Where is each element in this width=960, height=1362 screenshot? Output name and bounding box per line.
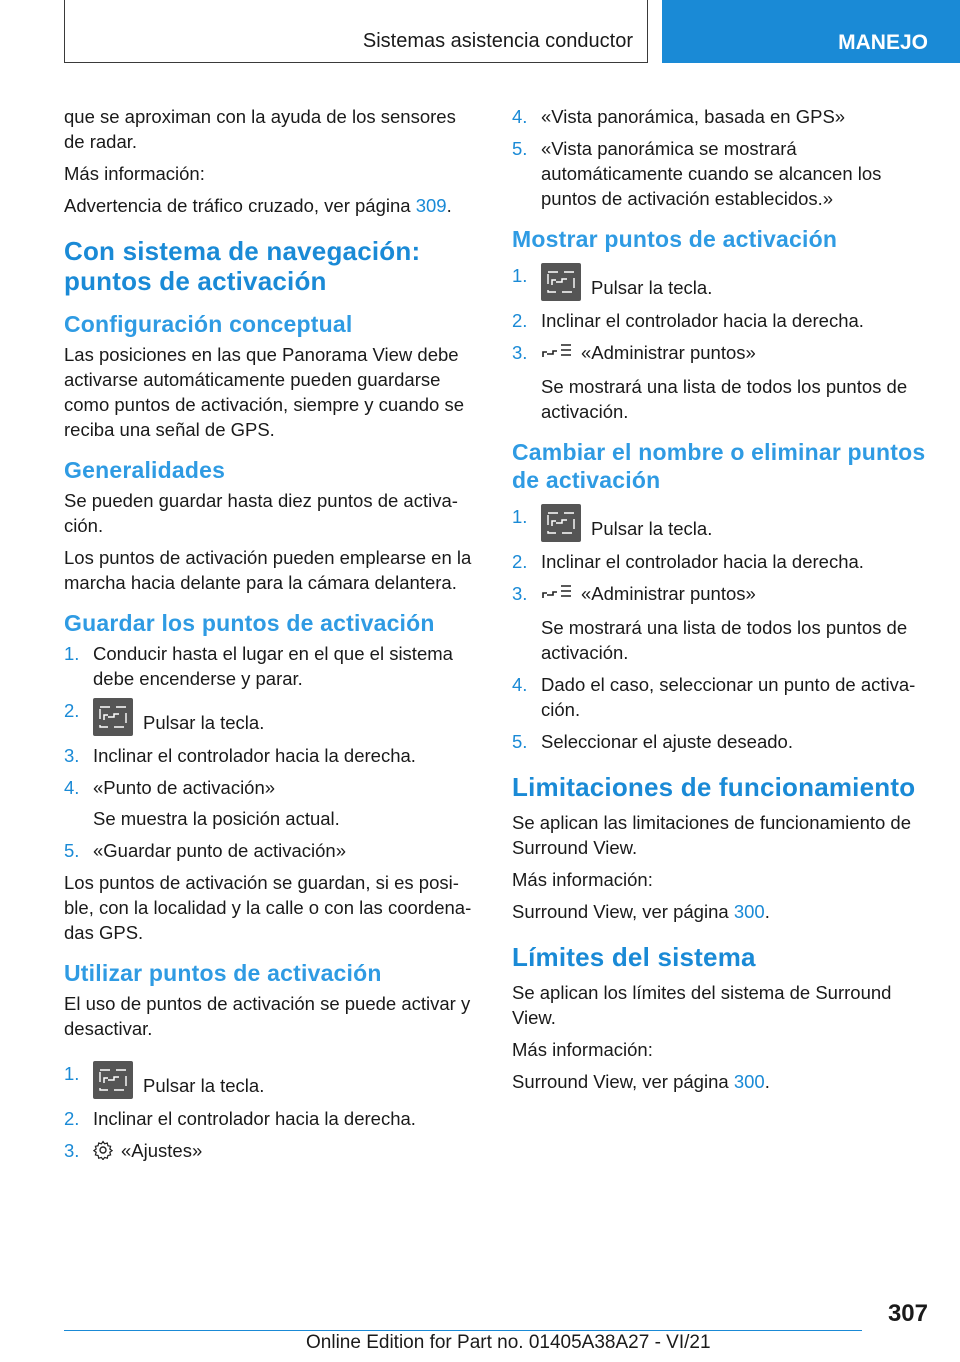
panorama-camera-icon <box>93 1061 133 1099</box>
page-link-300[interactable]: 300 <box>733 1071 765 1092</box>
footer-divider <box>64 1330 862 1331</box>
show-steps-list <box>512 263 930 424</box>
list-item: 3. Inclinar el controlador hacia la derecha. <box>64 745 416 766</box>
intro-text: que se aproximan con la ayuda de los sensores de radar. <box>64 106 456 152</box>
surround-view-reference: Surround View, ver página 300. <box>512 1071 770 1092</box>
list-item: 1. Conducir hasta el lugar en el que el sistema debe encenderse y parar. <box>64 643 453 689</box>
page-link-300[interactable]: 300 <box>733 901 765 922</box>
right-column <box>512 104 930 1101</box>
general-text-2: Los puntos de activación pueden emplearse en la marcha hacia delante para la cámara delantera. <box>64 547 472 593</box>
section-title: Sistemas asistencia conductor <box>362 30 633 52</box>
panorama-camera-icon <box>541 263 581 301</box>
more-info-label: Más información: <box>512 1039 653 1060</box>
list-item: 1. Pulsar la tecla. <box>512 263 930 301</box>
list-item: 2. Inclinar el controlador hacia la derecha. <box>512 310 864 331</box>
list-item: 1. Pulsar la tecla. <box>64 1061 480 1099</box>
list-item: 4. «Vista panorámica, basada en GPS» <box>512 106 846 127</box>
concept-text: Las posiciones en las que Panorama View debe activarse automáticamente pueden guardarse como puntos de activación, siempre y cuando se reciba una señal de GPS. <box>64 344 465 440</box>
use-text: El uso de puntos de activación se puede activar y desactivar. <box>64 993 471 1039</box>
manage-points-icon <box>541 342 573 368</box>
rename-steps-list <box>512 504 930 754</box>
heading-navigation-points: Con sistema de navegación: puntos de activación <box>64 236 421 296</box>
heading-system-limits: Límites del sistema <box>512 942 756 972</box>
list-item: 5. «Vista panorámica se mostrará automáticamente cuando se alcancen los puntos de activación establecidos.» <box>512 138 882 209</box>
list-item: 4. Dado el caso, seleccionar un punto de activa‐ción. <box>512 674 916 720</box>
system-limits-text: Se aplican los límites del sistema de Surround View. <box>512 982 892 1028</box>
list-item: 2. Pulsar la tecla. <box>64 698 480 736</box>
heading-general: Generalidades <box>64 457 226 483</box>
use-steps-list <box>64 1061 480 1166</box>
edition-note: Online Edition for Part no. 01405A38A27 - VI/21 <box>306 1332 711 1353</box>
left-column <box>64 104 480 1173</box>
list-item: 2. Inclinar el controlador hacia la derecha. <box>512 551 864 572</box>
page-link-309[interactable]: 309 <box>415 195 447 216</box>
use-steps-list-continued <box>512 104 930 211</box>
heading-save-points: Guardar los puntos de activación <box>64 610 435 636</box>
heading-show-points: Mostrar puntos de activación <box>512 226 838 252</box>
page-number: 307 <box>887 1300 928 1327</box>
panorama-camera-icon <box>93 698 133 736</box>
chapter-tab-label: MANEJO <box>838 31 928 54</box>
list-item: 3. «Administrar puntos» Se mostrará una lista de todos los puntos de activación. <box>512 342 908 422</box>
gear-icon <box>93 1140 113 1166</box>
list-item: 2. Inclinar el controlador hacia la derecha. <box>64 1108 416 1129</box>
list-item: 3. «Administrar puntos» Se mostrará una lista de todos los puntos de activación. <box>512 583 908 663</box>
header-section-box <box>64 0 648 63</box>
manage-points-icon <box>541 583 573 609</box>
more-info-label: Más información: <box>512 869 653 890</box>
heading-rename-points: Cambiar el nombre o eliminar puntos de activación <box>512 439 926 493</box>
cross-traffic-reference: Advertencia de tráfico cruzado, ver página 309. <box>64 195 452 216</box>
list-item: 5. Seleccionar el ajuste deseado. <box>512 731 793 752</box>
list-item: 1. Pulsar la tecla. <box>512 504 930 542</box>
limitations-text: Se aplican las limitaciones de funcionamiento de Surround View. <box>512 812 912 858</box>
save-after-text: Los puntos de activación se guardan, si es posi‐ble, con la localidad y la calle o con las coordena‐das GPS. <box>64 872 472 943</box>
chapter-tab <box>662 0 960 63</box>
surround-view-reference: Surround View, ver página 300. <box>512 901 770 922</box>
save-steps-list <box>64 641 480 863</box>
more-info-label: Más información: <box>64 163 205 184</box>
list-item: 4. «Punto de activación» Se muestra la posición actual. <box>64 777 340 829</box>
list-item: 5. «Guardar punto de activación» <box>64 840 347 861</box>
general-text-1: Se pueden guardar hasta diez puntos de activa‐ción. <box>64 490 458 536</box>
heading-use-points: Utilizar puntos de activación <box>64 960 382 986</box>
list-item: 3. «Ajustes» <box>64 1138 480 1166</box>
heading-limitations: Limitaciones de funcionamiento <box>512 772 916 802</box>
panorama-camera-icon <box>541 504 581 542</box>
heading-concept: Configuración conceptual <box>64 311 353 337</box>
